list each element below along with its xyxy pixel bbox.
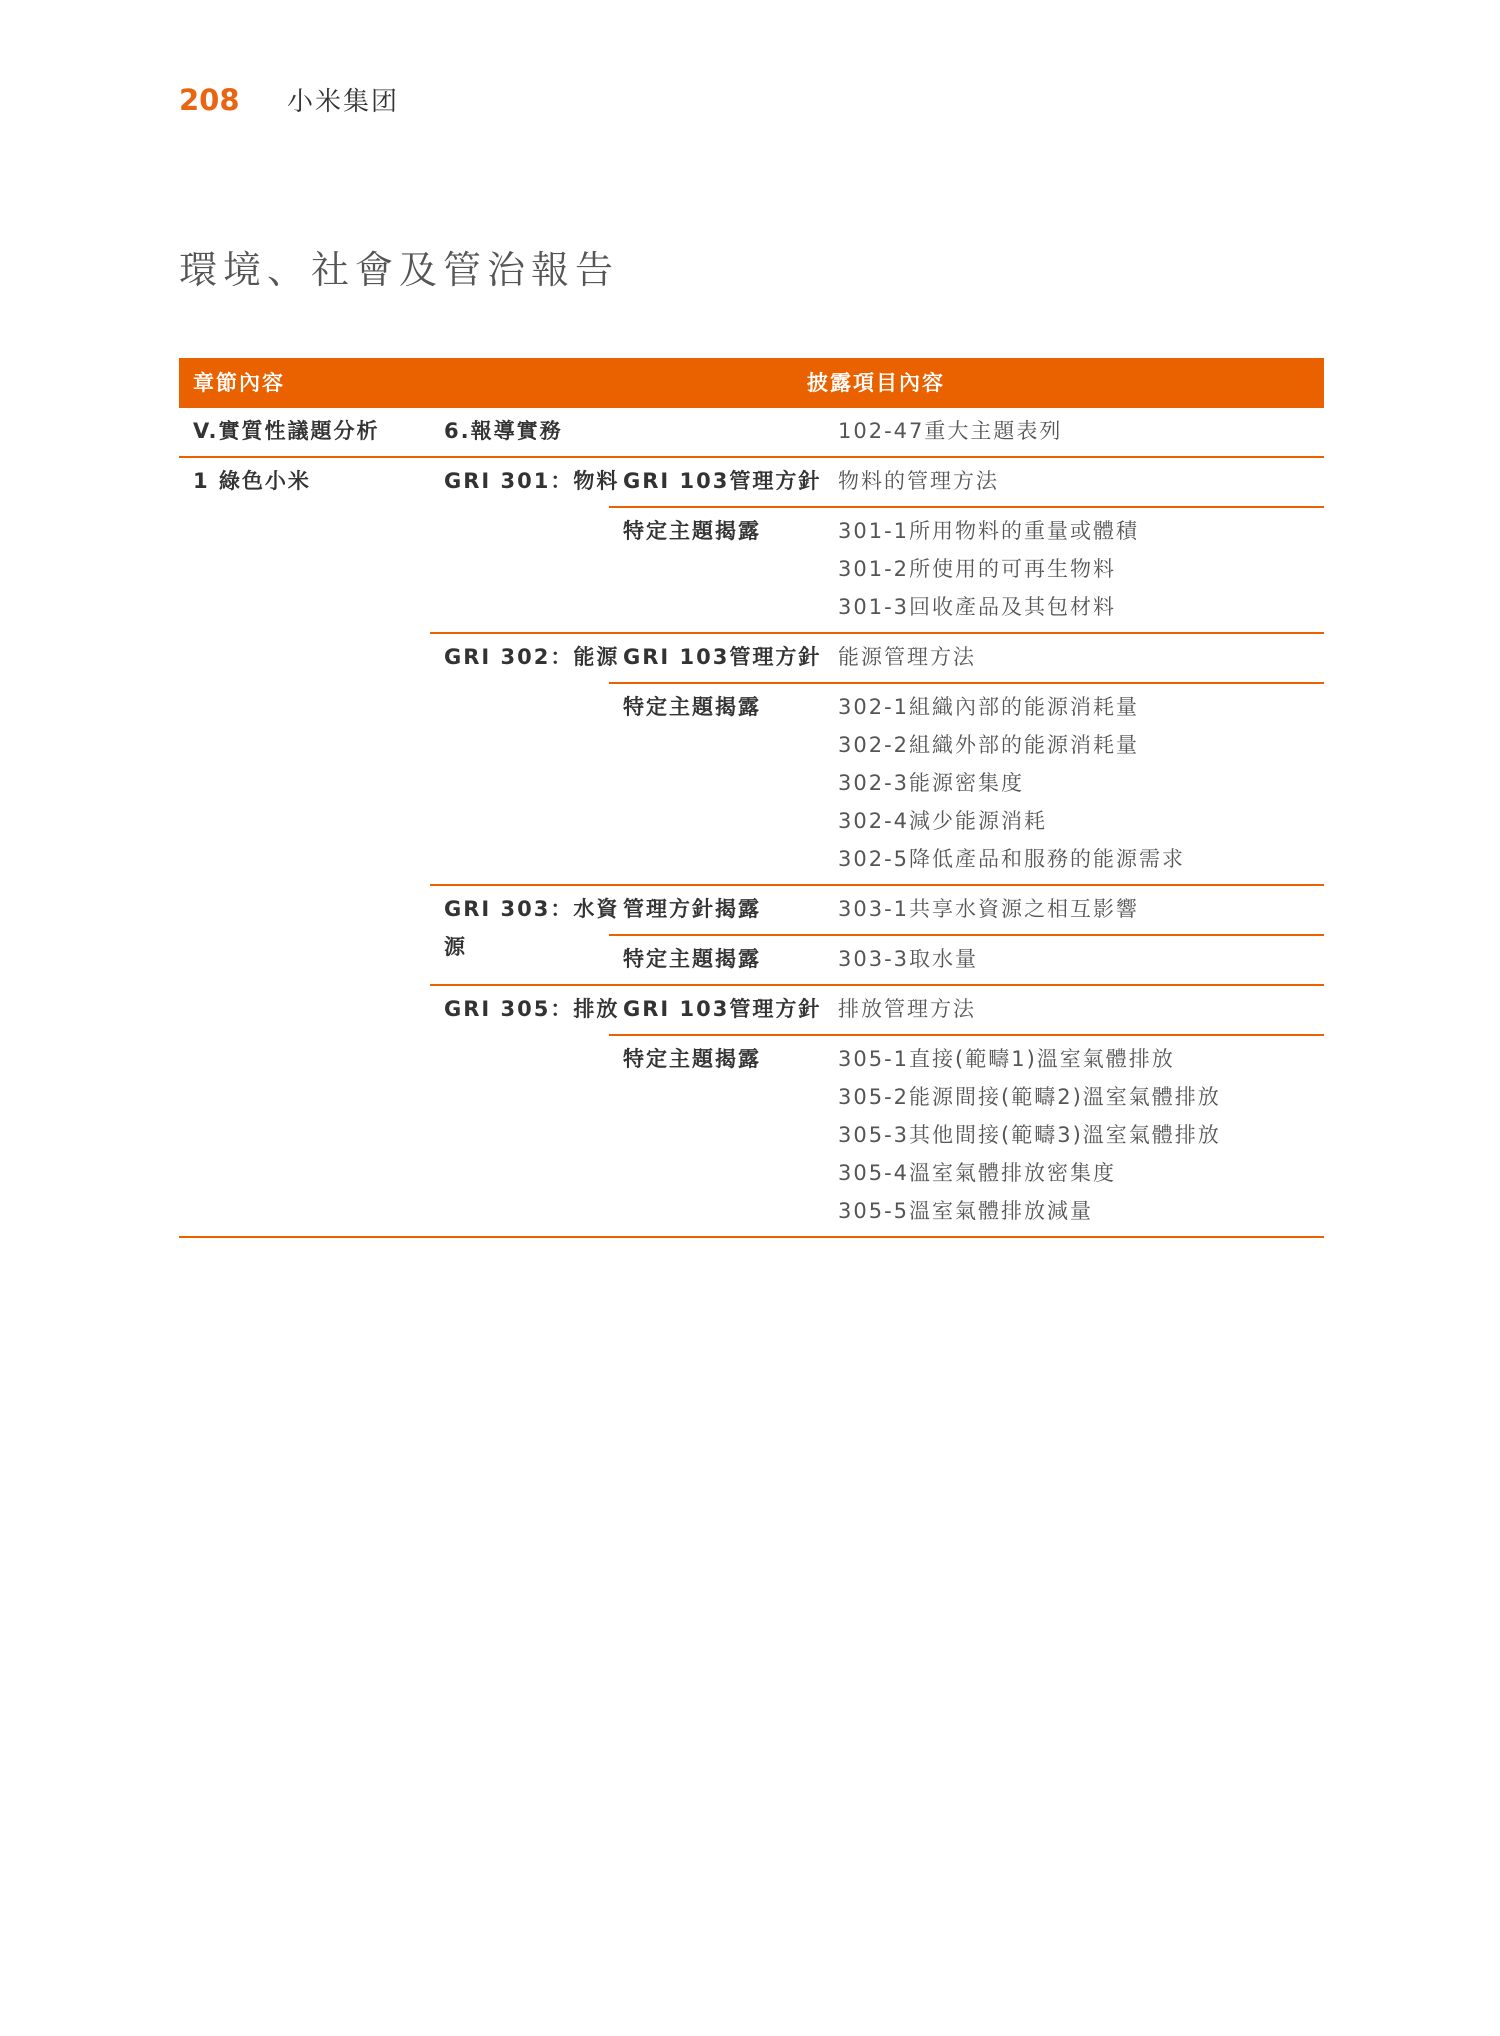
- gri302-mgmt-label: GRI 103管理方針: [623, 645, 822, 669]
- gri305-item: 305-2能源間接(範疇2)溫室氣體排放: [838, 1085, 1221, 1109]
- gri302-topic-label: 特定主題揭露: [623, 695, 761, 719]
- row-divider: [430, 884, 1324, 886]
- page-number: 208: [179, 83, 240, 117]
- gri303-label: GRI 303：水資: [444, 897, 620, 921]
- gri303-label-cont: 源: [444, 935, 467, 959]
- gri305-label: GRI 305：排放: [444, 997, 620, 1021]
- gri305-item: 305-5溫室氣體排放減量: [838, 1199, 1094, 1223]
- gri303-topic-item: 303-3取水量: [838, 947, 979, 971]
- gri302-mgmt-item: 能源管理方法: [838, 645, 976, 669]
- gri305-item: 305-1直接(範疇1)溫室氣體排放: [838, 1047, 1175, 1071]
- col-header-disclosure: 披露項目內容: [807, 371, 945, 395]
- gri305-item: 305-3其他間接(範疇3)溫室氣體排放: [838, 1123, 1221, 1147]
- row-divider: [609, 934, 1324, 936]
- col-header-chapter: 章節內容: [193, 371, 285, 395]
- table-header: [179, 358, 1324, 408]
- company-name: 小米集团: [287, 87, 400, 117]
- gri302-item: 302-2組織外部的能源消耗量: [838, 733, 1140, 757]
- gri303-topic-label: 特定主題揭露: [623, 947, 761, 971]
- report-title: 環境、社會及管治報告: [179, 248, 620, 292]
- row-divider: [179, 456, 1324, 458]
- row-divider: [430, 632, 1324, 634]
- gri302-label: GRI 302：能源: [444, 645, 620, 669]
- section-label-green: 1 綠色小米: [193, 469, 311, 493]
- gri301-item: 301-1所用物料的重量或體積: [838, 519, 1140, 543]
- row-divider: [609, 682, 1324, 684]
- gri302-item: 302-5降低產品和服務的能源需求: [838, 847, 1186, 871]
- row-divider: [609, 1034, 1324, 1036]
- item-102-47: 102-47重大主題表列: [838, 419, 1063, 443]
- table-bottom-rule: [179, 1236, 1324, 1238]
- gri305-item: 305-4溫室氣體排放密集度: [838, 1161, 1117, 1185]
- gri305-mgmt-label: GRI 103管理方針: [623, 997, 822, 1021]
- gri301-topic-label: 特定主題揭露: [623, 519, 761, 543]
- gri301-mgmt-label: GRI 103管理方針: [623, 469, 822, 493]
- sub-label-reporting: 6.報導實務: [444, 419, 563, 443]
- gri-index-table: [179, 358, 1324, 1281]
- gri301-item: 301-2所使用的可再生物料: [838, 557, 1117, 581]
- gri301-mgmt-item: 物料的管理方法: [838, 469, 999, 493]
- gri302-item: 302-4減少能源消耗: [838, 809, 1048, 833]
- gri302-item: 302-3能源密集度: [838, 771, 1025, 795]
- row-divider: [609, 506, 1324, 508]
- gri302-item: 302-1組織內部的能源消耗量: [838, 695, 1140, 719]
- section-label-v: V.實質性議題分析: [193, 419, 380, 443]
- gri301-label: GRI 301：物料: [444, 469, 620, 493]
- gri305-mgmt-item: 排放管理方法: [838, 997, 976, 1021]
- row-divider: [430, 984, 1324, 986]
- gri303-mgmt-label: 管理方針揭露: [623, 897, 761, 921]
- gri301-item: 301-3回收產品及其包材料: [838, 595, 1117, 619]
- gri303-mgmt-item: 303-1共享水資源之相互影響: [838, 897, 1140, 921]
- gri305-topic-label: 特定主題揭露: [623, 1047, 761, 1071]
